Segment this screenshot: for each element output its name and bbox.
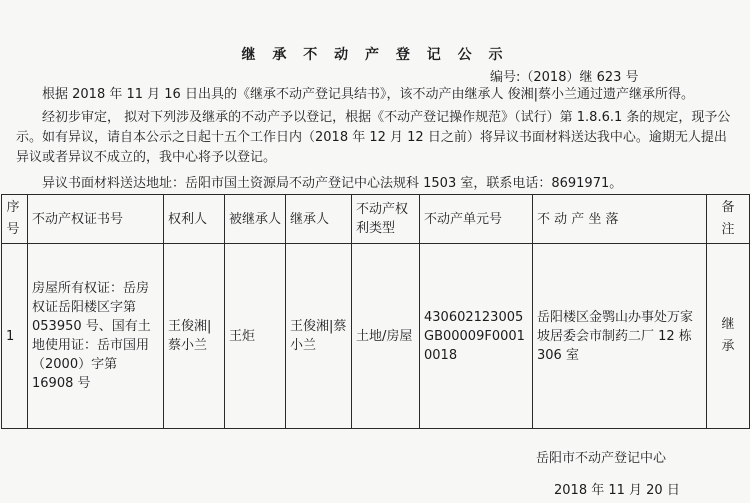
document-number: 编号:（2018）继 623 号 [490, 70, 639, 85]
cell-right-type: 土地/房屋 [352, 244, 420, 429]
issue-date: 2018 年 11 月 20 日 [554, 483, 680, 498]
paragraph-basis: 根据 2018 年 11 月 16 日出具的《继承不动产登记具结书》，该不动产由继承人 俊湘|蔡小兰通过遗产继承所得。 [42, 87, 694, 102]
cell-cert: 房屋所有权证：岳房权证岳阳楼区字第 053950 号、国有土地使用证：岳市国用（2000）字第 16908 号 [28, 244, 164, 429]
paragraph-review: 经初步审定， 拟对下列涉及继承的不动产予以登记，根据《不动产登记操作规范》（试行）第 1.8.6.1 条的规定，现予公示。如有异议，请自本公示之日起十五个工作日内（2018 年 12 月 12 日之前）将异议书面材料送达我中心。逾期无人提出异议或者异议不成立的，我中心将予以登记。 [16, 110, 731, 165]
cell-owner: 王俊湘|蔡小兰 [164, 244, 225, 429]
cell-unit-no [420, 244, 533, 429]
cell-location: 岳阳楼区金鹗山办事处万家坡居委会市制药二厂 12 栋 306 室 [533, 244, 707, 429]
header-remark: 备注 [707, 195, 750, 244]
header-right-type: 不动产权利类型 [352, 195, 420, 244]
cell-decedent: 王炬 [225, 244, 286, 429]
header-decedent: 被继承人 [225, 195, 286, 244]
paragraph-objection-address: 异议书面材料送达地址：岳阳市国土资源局不动产登记中心法规科 1503 室，联系电话：8691971。 [42, 176, 623, 191]
header-location: 不 动 产 坐 落 [533, 195, 707, 244]
header-seq: 序号 [2, 195, 28, 244]
table-header-row [2, 195, 750, 244]
unit-number-text: 430602123005GB00009F00010018 [424, 309, 525, 363]
header-unit-no: 不动产单元号 [420, 195, 533, 244]
cell-remark: 继承 [707, 244, 750, 429]
header-owner: 权利人 [164, 195, 225, 244]
header-heir: 继承人 [286, 195, 352, 244]
table-row [2, 244, 750, 429]
header-cert: 不动产权证书号 [28, 195, 164, 244]
cell-heir: 王俊湘|蔡小兰 [286, 244, 352, 429]
cell-seq: 1 [2, 244, 28, 429]
issuing-organization: 岳阳市不动产登记中心 [536, 451, 667, 466]
notice-title: 继 承 不 动 产 登 记 公 示 [241, 47, 509, 63]
registration-table [1, 194, 750, 429]
